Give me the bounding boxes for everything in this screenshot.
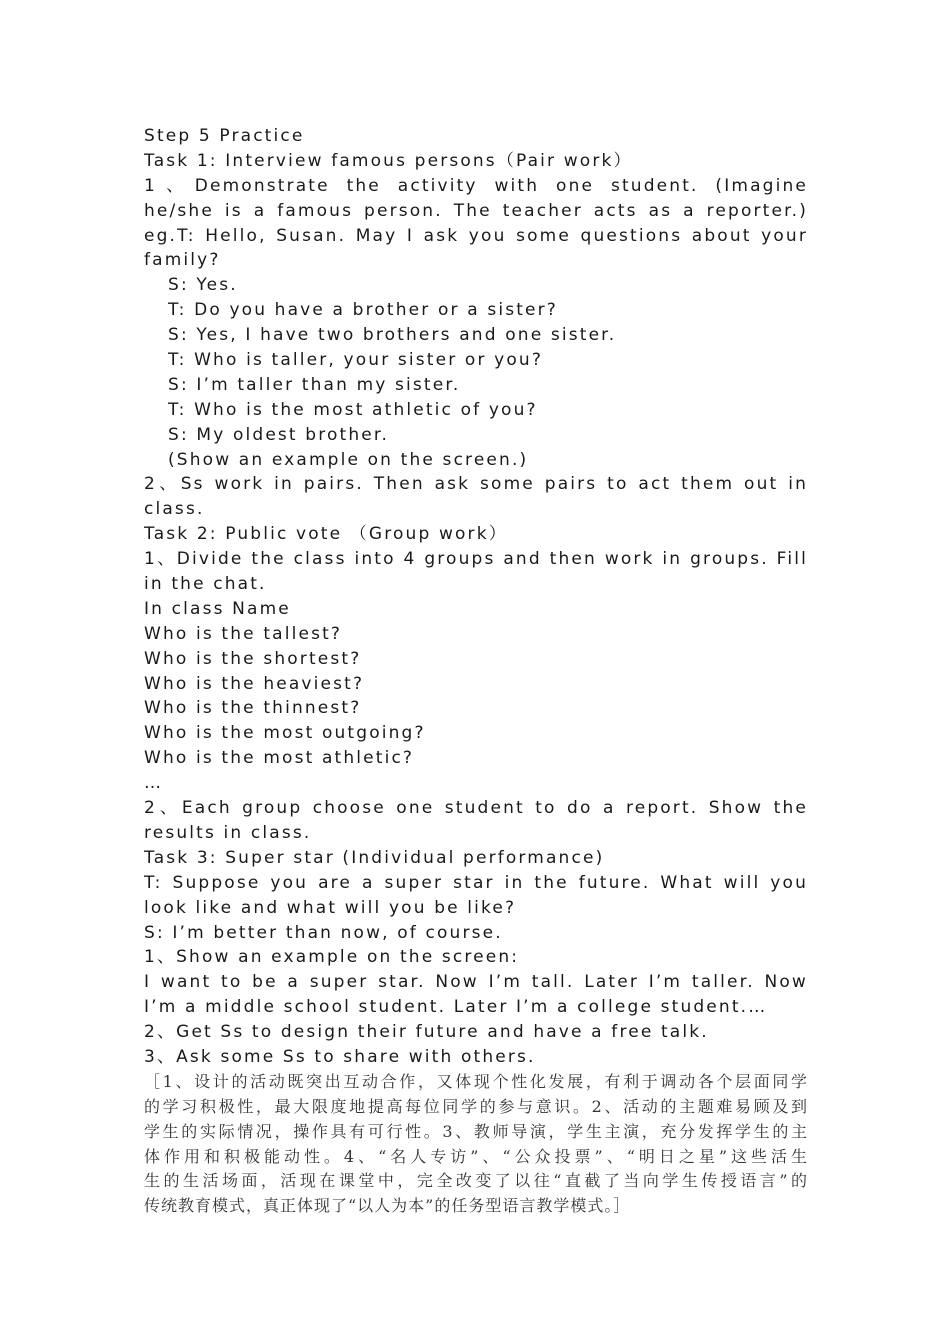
paragraph-line: 2、Get Ss to design their future and have a free talk. [144,1022,709,1043]
dialogue-line: S: My oldest brother. [168,424,390,445]
paragraph-line: 1、Show an example on the screen: [144,947,520,968]
chart-question: Who is the shortest? [144,648,362,669]
chart-question: Who is the thinnest? [144,698,362,719]
paragraph-line: T: Suppose you are a super star in the future. What will you [144,872,808,893]
dialogue-line: T: Who is the most athletic of you? [168,399,538,420]
dialogue-line: T: Who is taller, your sister or you? [168,350,543,371]
commentary-line: 生的生活场面，活现在课堂中，完全改变了以往“直截了当向学生传授语言”的 [144,1171,808,1191]
commentary-line: 体作用和积极能动性。4、“名人专访”、“公众投票”、“明日之星”这些活生 [144,1146,808,1166]
commentary-line: ［1、设计的活动既突出互动合作，又体现个性化发展，有利于调动各个层面同学 [144,1071,808,1091]
paragraph-line: 1、Demonstrate the activity with one student. (Imagine [144,175,808,196]
chart-question: Who is the most athletic? [144,748,415,769]
dialogue-line: S: I’m taller than my sister. [168,374,461,395]
paragraph-line: family? [144,250,221,271]
paragraph-line: S: I’m better than now, of course. [144,922,503,943]
dialogue-line: S: Yes. [168,275,238,296]
paragraph-line: 2、Ss work in pairs. Then ask some pairs to act them out in [144,474,808,495]
paragraph-line: I want to be a super star. Now I’m tall. Later I’m taller. Now [144,972,808,993]
commentary-line: 的学习积极性，最大限度地提高每位同学的参与意识。2、活动的主题难易顾及到 [144,1096,808,1116]
paragraph-line: he/she is a famous person. The teacher acts as a reporter.) [144,200,808,221]
chart-question: Who is the heaviest? [144,673,365,694]
paragraph-line: class. [144,499,205,520]
chart-question: Who is the tallest? [144,623,343,644]
paragraph-line: results in class. [144,822,312,843]
paragraph-line: 2、Each group choose one student to do a report. Show the [144,798,808,819]
paragraph-line: eg.T: Hello, Susan. May I ask you some questions about your [144,225,808,246]
commentary-line: 学生的实际情况，操作具有可行性。3、教师导演，学生主演，充分发挥学生的主 [144,1121,808,1141]
task-2-heading: Task 2: Public vote （Group work） [144,524,508,545]
task-3-heading: Task 3: Super star (Individual performance) [144,847,605,868]
document-page [144,124,808,1219]
paragraph-line: look like and what will you be like? [144,897,517,918]
paragraph-line: 3、Ask some Ss to share with others. [144,1046,536,1067]
task-1-heading: Task 1: Interview famous persons（Pair work） [144,150,633,171]
chart-question: Who is the most outgoing? [144,723,426,744]
paragraph-line: I’m a middle school student. Later I’m a college student.… [144,997,768,1018]
dialogue-line: (Show an example on the screen.) [168,449,529,470]
paragraph-line: 1、Divide the class into 4 groups and then work in groups. Fill [144,549,808,570]
chart-header-line: In class Name [144,598,291,619]
dialogue-line: S: Yes, I have two brothers and one sister. [168,325,617,346]
dialogue-line: T: Do you have a brother or a sister? [168,300,558,321]
ellipsis-line: … [144,773,164,794]
section-heading-step-5: Step 5 Practice [144,126,305,146]
commentary-line: 传统教育模式，真正体现了“以人为本”的任务型语言教学模式。］ [144,1196,631,1216]
paragraph-line: in the chat. [144,574,267,595]
